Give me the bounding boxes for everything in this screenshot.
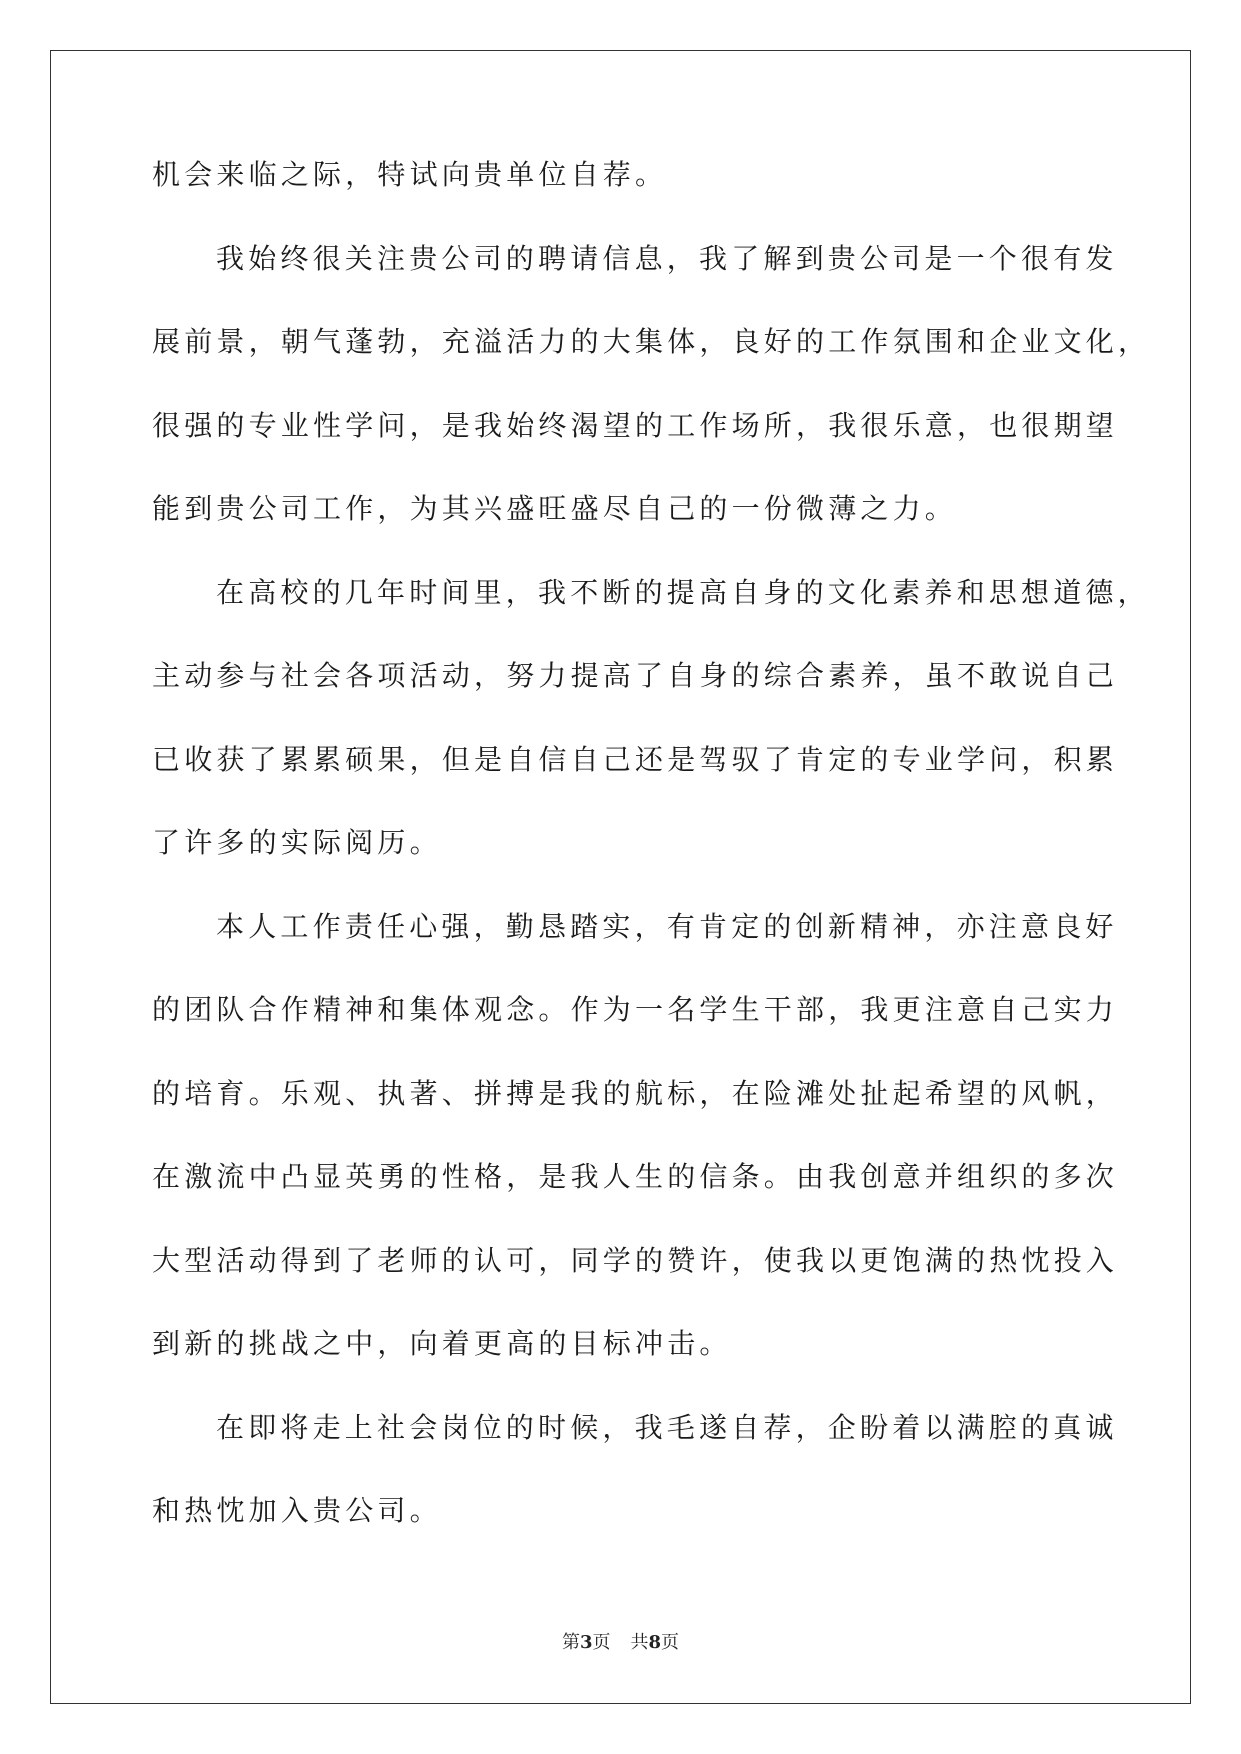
text-line: 很强的专业性学问，是我始终渴望的工作场所，我很乐意，也很期望 xyxy=(152,408,1119,442)
total-prefix: 共 xyxy=(630,1632,649,1653)
text-line: 了许多的实际阅历。 xyxy=(152,826,442,859)
page-number-footer xyxy=(0,1628,1241,1654)
text-line: 的团队合作精神和集体观念。作为一名学生干部，我更注意自己实力 xyxy=(152,993,1119,1026)
total-suffix: 页 xyxy=(661,1632,680,1653)
text-line: 已收获了累累硕果，但是自信自己还是驾驭了肯定的专业学问，积累 xyxy=(152,742,1119,776)
text-line: 到新的挑战之中，向着更高的目标冲击。 xyxy=(152,1327,732,1360)
text-line: 和热忱加入贵公司。 xyxy=(152,1494,442,1527)
text-line: 我始终很关注贵公司的聘请信息，我了解到贵公司是一个很有发 xyxy=(216,241,1118,275)
page-suffix: 页 xyxy=(592,1632,611,1653)
letter-body xyxy=(152,158,1151,1580)
page-prefix: 第 xyxy=(561,1632,580,1653)
text-line: 大型活动得到了老师的认可，同学的赞许，使我以更饱满的热忱投入 xyxy=(152,1243,1119,1277)
text-line: 机会来临之际，特试向贵单位自荐。 xyxy=(152,158,668,191)
current-page-number: 3 xyxy=(579,1632,593,1653)
text-line: 在即将走上社会岗位的时候，我毛遂自荐，企盼着以满腔的真诚 xyxy=(216,1410,1118,1444)
text-line: 在激流中凸显英勇的性格，是我人生的信条。由我创意并组织的多次 xyxy=(152,1160,1119,1193)
text-line: 的培育。乐观、执著、拼搏是我的航标，在险滩处扯起希望的风帆， xyxy=(152,1076,1119,1110)
text-line: 展前景，朝气蓬勃，充溢活力的大集体，良好的工作氛围和企业文化， xyxy=(152,325,1151,358)
text-line: 本人工作责任心强，勤恳踏实，有肯定的创新精神，亦注意良好 xyxy=(216,909,1118,943)
text-line: 在高校的几年时间里，我不断的提高自身的文化素养和思想道德， xyxy=(216,575,1150,609)
text-line: 主动参与社会各项活动，努力提高了自身的综合素养，虽不敢说自己 xyxy=(152,659,1119,692)
text-line: 能到贵公司工作，为其兴盛旺盛尽自己的一份微薄之力。 xyxy=(152,492,958,525)
total-page-count: 8 xyxy=(648,1632,662,1653)
